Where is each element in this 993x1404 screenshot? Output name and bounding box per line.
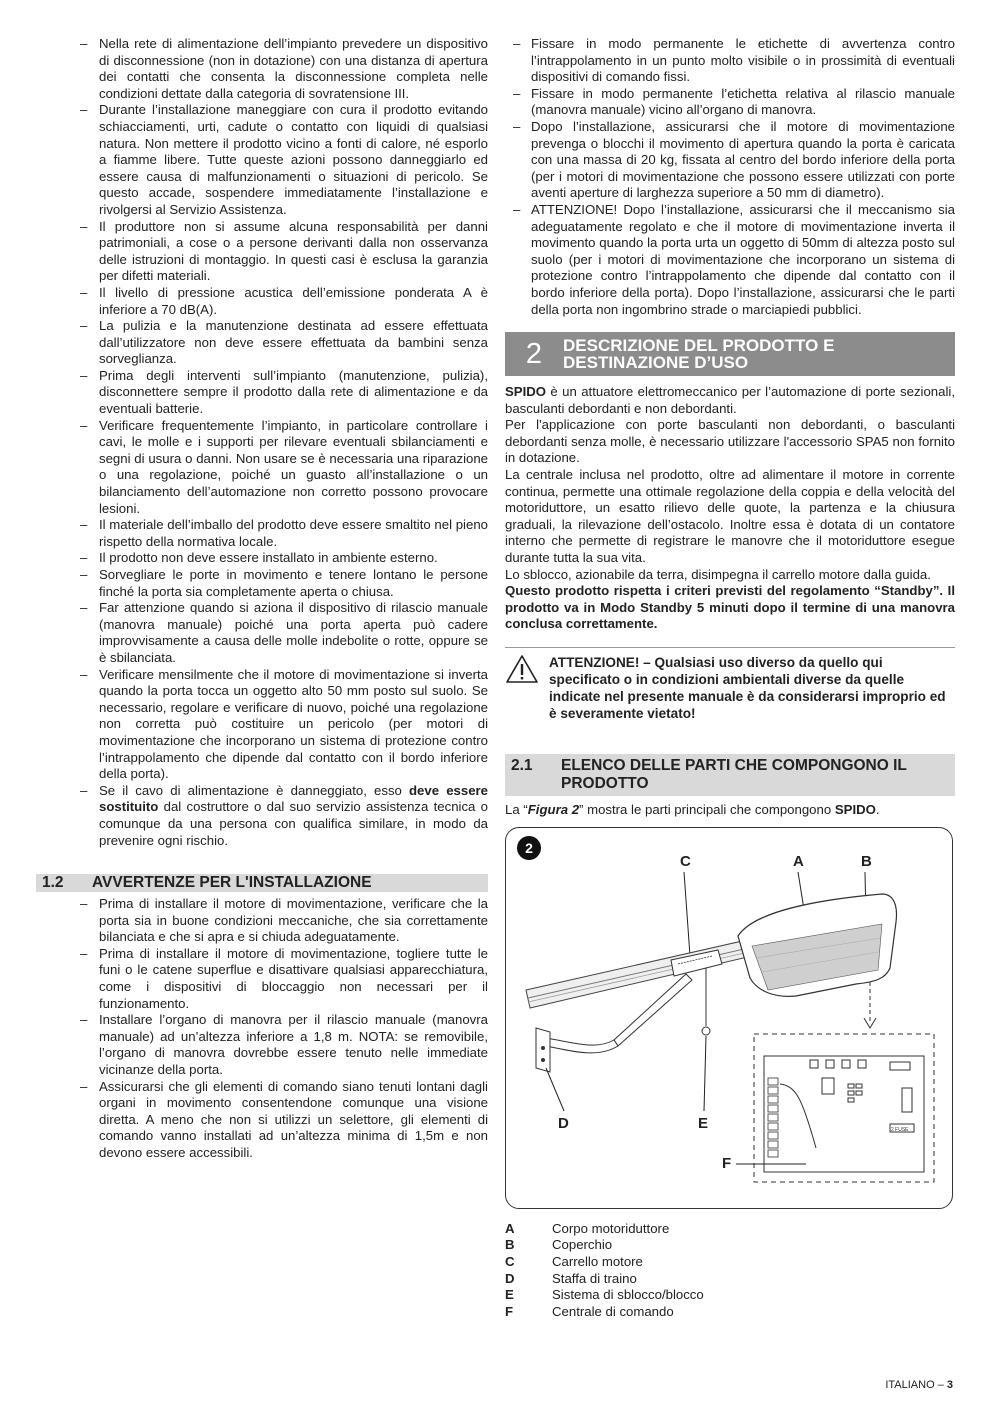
section-heading-2-1: 2.1 ELENCO DELLE PARTI CHE COMPONGONO IL PRODOTTO	[505, 754, 955, 796]
list-item: – Verificare frequentemente l’impianto, in particolare controllare i cavi, le molle e i supporti per rilevare eventuali sbilanciamenti e segni di usura o danni. Non usare se è necessaria una riparazione o una regolazione, poiché un guasto all’installazione o un bilanciamento dell’automazione non corretto possono provocare lesioni.	[36, 418, 488, 518]
legend-key: B	[505, 1237, 515, 1253]
list-item: – ATTENZIONE! Dopo l’installazione, assicurarsi che il meccanismo sia adeguatamente regolato e che il motore di movimentazione inverta il movimento quando la porta urta un oggetto di 50mm di altezza posto sul suolo (per i motori di movimentazione che incorporano un sistema di protezione contro l’intrappolamento che dipende dal contatto con il bordo inferiore della porta). Dopo l’installazione, assicurarsi che le parti della porta non ingombrino strade o marciapiedi pubblici.	[505, 202, 955, 318]
figure-intro: La “Figura 2” mostra le parti principali che compongono SPIDO.	[505, 802, 880, 817]
motor-body	[738, 894, 896, 996]
product-description: SPIDO è un attuatore elettromeccanico per l’automazione di porte sezionali, basculanti debordanti e non debordanti.	[505, 384, 955, 416]
list-item: – Assicurarsi che gli elementi di comando siano tenuti lontani dagli organi in movimento consentendone comunque una visione diretta. A meno che non si utilizzi un selettore, gli elementi di comando vanno installati ad un’altezza minima di 1,5m e non devono essere accessibili.	[36, 1079, 488, 1162]
label-f: F	[722, 1154, 732, 1172]
legend-label: Sistema di sblocco/blocco	[552, 1287, 704, 1303]
release-cord	[702, 968, 710, 1035]
list-item: – Dopo l’installazione, assicurarsi che il motore di movimentazione prevenga o blocchi il movimento di apertura quando la porta è caricata con una massa di 20 kg, fissata al centro del bordo inferiore della porta (per i motori di movimentazione che possono essere utilizzati con porte aventi aperture di larghezza superiore a 50 mm di diametro).	[505, 119, 955, 202]
left-column	[36, 36, 488, 1162]
legend-item	[505, 1287, 955, 1304]
legend-item	[505, 1221, 955, 1238]
warnings-list-cavo	[36, 783, 488, 849]
list-item: – Sorvegliare le porte in movimento e tenere lontano le persone finché la porta sia completamente aperta o chiusa.	[36, 567, 488, 600]
paragraph: Per l'applicazione con porte basculanti non debordanti, o basculanti debordanti senza molle, è necessario utilizzare l'accessorio SPA5 non fornito in dotazione.	[505, 417, 955, 466]
legend-key: A	[505, 1220, 515, 1236]
legend-key: C	[505, 1254, 515, 1269]
list-item: – Prima di installare il motore di movimentazione, verificare che la porta sia in buone condizioni meccaniche, che sia correttamente bilanciata e che si apra e si chiuda adeguatamente.	[36, 896, 488, 946]
warning-box	[505, 647, 955, 722]
label-a: A	[793, 852, 804, 870]
legend-label: Staffa di traino	[552, 1270, 637, 1286]
list-item: – Il materiale dell’imballo del prodotto deve essere smaltito nel pieno rispetto della normativa locale.	[36, 517, 488, 550]
label-e: E	[698, 1114, 709, 1132]
figure-2	[505, 827, 953, 1209]
list-item: – Durante l’installazione maneggiare con cura il prodotto evitando schiacciamenti, urti, cadute o contatto con liquidi di qualsiasi natura. Non mettere il prodotto vicino a fonti di calore, né esporlo a fiamme libere. Tutte queste azioni possono danneggiarlo ed essere causa di malfunzionamenti o situazioni di pericolo. Se questo accade, sospendere immediatamente l’installazione e rivolgersi al Servizio Assistenza.	[36, 102, 488, 218]
fuse-label: 2 FUSE	[891, 1126, 909, 1133]
warnings-list-1	[36, 36, 488, 783]
figure-number: 2	[525, 839, 533, 856]
legend-label: Corpo motoriduttore	[552, 1220, 670, 1236]
list-item: – Prima di installare il motore di movimentazione, togliere tutte le funi o le catene superflue e disattivare qualsiasi apparecchiatura, come i dispositivi di bloccaggio non necessari per il funzionamento.	[36, 946, 488, 1012]
legend-key: D	[505, 1270, 515, 1286]
legend-item	[505, 1254, 955, 1271]
list-item: – Far attenzione quando si aziona il dispositivo di rilascio manuale (manovra manuale) poiché una porta aperta può cadere improvvisamente a causa delle molle indebolite o rotte, oppure se è sbilanciata.	[36, 600, 488, 666]
legend-item	[505, 1271, 955, 1288]
warnings-list-2	[505, 36, 955, 318]
parts-legend	[505, 1221, 955, 1321]
paragraph: Lo sblocco, azionabile da terra, disimpegna il carrello motore dalla guida.	[505, 566, 931, 582]
right-column	[505, 36, 955, 1321]
legend-item	[505, 1304, 955, 1321]
list-item: – Installare l’organo di manovra per il rilascio manuale (manovra manuale) ad un’altezza inferiore a 1,8 m. NOTA: se removibile, l’organo di manovra dovrebbe essere tenuto nelle immediate vicinanze della porta.	[36, 1012, 488, 1078]
installation-list	[36, 896, 488, 1162]
legend-label: Carrello motore	[552, 1254, 643, 1269]
list-item: – Prima degli interventi sull’impianto (manutenzione, pulizia), disconnettere sempre il prodotto dalla rete di alimentazione e da eventuali batterie.	[36, 368, 488, 418]
opener-illustration	[506, 828, 952, 1208]
legend-item	[505, 1237, 955, 1254]
section-heading-1-2: 1.2 AVVERTENZE PER L'INSTALLAZIONE	[36, 874, 488, 892]
chapter-heading-2: 2 DESCRIZIONE DEL PRODOTTO E DESTINAZIONE D’USO	[505, 332, 955, 376]
label-b: B	[861, 852, 872, 870]
warning-text: ATTENZIONE! – Qualsiasi uso diverso da quello qui specificato o in condizioni ambientali diverse da quelle indicate nel presente manuale è da considerarsi improprio ed è severamente vietato!	[549, 655, 946, 721]
list-item: – Il prodotto non deve essere installato in ambiente esterno.	[36, 550, 488, 567]
control-board	[764, 1056, 924, 1172]
list-item: – Fissare in modo permanente l’etichetta relativa al rilascio manuale (manovra manuale) vicino all’organo di manovra.	[505, 86, 955, 119]
legend-label: Centrale di comando	[552, 1304, 674, 1320]
list-item: – La pulizia e la manutenzione destinata ad essere effettuata dall’utilizzatore non deve essere effettuata da bambini senza sorveglianza.	[36, 318, 488, 368]
standby-note: Questo prodotto rispetta i criteri previsti del regolamento “Standby”. Il prodotto va in Modo Standby 5 minuti dopo il termine di una manovra conclusa correttamente.	[505, 583, 955, 632]
legend-label: Coperchio	[552, 1237, 613, 1253]
list-item: – Nella rete di alimentazione dell’impianto prevedere un dispositivo di disconnessione (non in dotazione) con una distanza di apertura dei contatti che consenta la disconnessione completa nelle condizioni dettate dalla categoria di sovratensione III.	[36, 36, 488, 102]
label-c: C	[680, 852, 691, 870]
paragraph: La centrale inclusa nel prodotto, oltre ad alimentare il motore in corrente continua, permette una ottimale regolazione della coppia e della velocità del motoriduttore, un esatto rilievo delle quote, la partenza e la chiusura graduali, la rilevazione dell’ostacolo. Inoltre essa è dotata di un contatore interno che permette di registrare le manovre che il motoriduttore esegue durante tutta la sua vita.	[505, 467, 955, 566]
list-item: – Il livello di pressione acustica dell’emissione ponderata A è inferiore a 70 dB(A).	[36, 285, 488, 318]
label-d: D	[558, 1114, 569, 1132]
list-item: – Se il cavo di alimentazione è danneggiato, esso deve essere sostituito dal costruttore o dal suo servizio assistenza tecnica o comunque da una persona con qualifica similare, in modo da prevenire ogni rischio.	[36, 783, 488, 849]
page-footer: ITALIANO – 3	[885, 1379, 953, 1391]
legend-key: F	[505, 1304, 514, 1320]
warning-triangle-icon	[505, 654, 549, 722]
list-item: – Verificare mensilmente che il motore di movimentazione si inverta quando la porta tocca un oggetto alto 50 mm posto sul suolo. Se necessario, regolare e verificare di nuovo, poiché una regolazione non corretta può costituire un pericolo (per motori di movimentazione che incorporano un sistema di protezione contro l’intrappolamento che dipende dal contatto con il bordo inferiore della porta).	[36, 667, 488, 783]
list-item: – Fissare in modo permanente le etichette di avvertenza contro l’intrappolamento in un punto molto visibile o in prossimità di eventuali dispositivi di comando fissi.	[505, 36, 955, 86]
list-item: – Il produttore non si assume alcuna responsabilità per danni patrimoniali, a cose o a persone derivanti dalla non osservanza delle istruzioni di montaggio. In questi casi è esclusa la garanzia per difetti materiali.	[36, 219, 488, 285]
legend-key: E	[505, 1287, 514, 1303]
